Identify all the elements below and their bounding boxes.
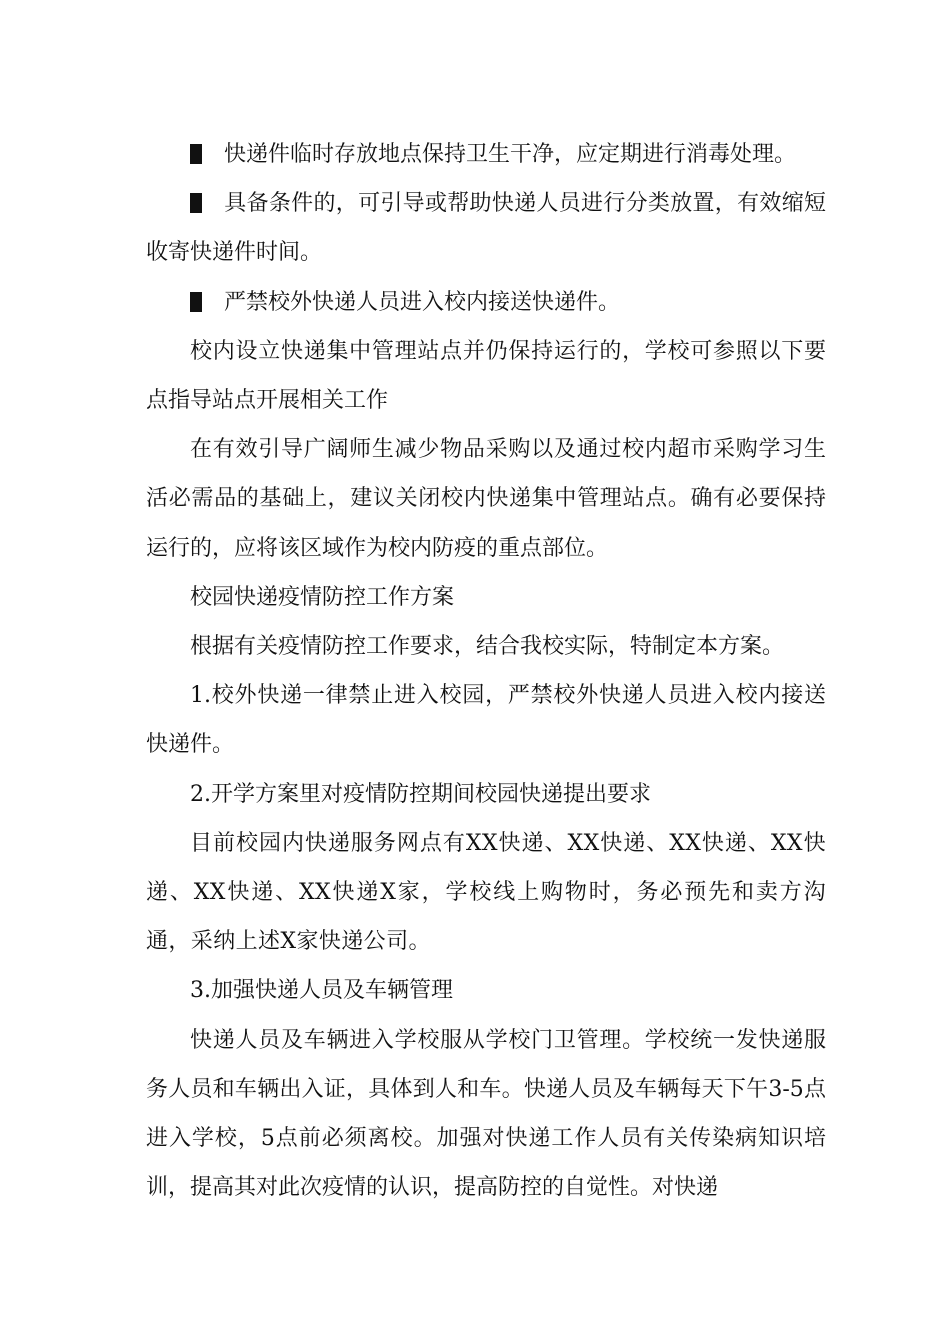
paragraph-item-3: 3.加强快递人员及车辆管理 — [190, 978, 453, 1004]
bullet-paragraph-1 — [146, 130, 826, 179]
paragraph-close-station: 在有效引导广阔师生减少物品采购以及通过校内超市采购学习生活必需品的基础上，建议关闭校内快递集中管理站点。确有必要保持运行的，应将该区域作为校内防疫的重点部位。 — [146, 437, 826, 561]
paragraph-courier-list: 目前校园内快递服务网点有XX快递、XX快递、XX快递、XX快递、XX快递、XX快递X家，学校线上购物时，务必预先和卖方沟通，采纳上述X家快递公司。 — [146, 830, 826, 955]
square-bullet-icon — [190, 144, 202, 164]
paragraph-item-1: 1.校外快递一律禁止进入校园，严禁校外快递人员进入校内接送快递件。 — [146, 683, 826, 758]
paragraph-text: 快递件临时存放地点保持卫生干净，应定期进行消毒处理。 — [224, 142, 797, 167]
document-body — [146, 130, 826, 1212]
paragraph-item-2: 2.开学方案里对疫情防控期间校园快递提出要求 — [190, 781, 651, 807]
square-bullet-icon — [190, 193, 202, 213]
paragraph-plan-intro: 根据有关疫情防控工作要求，结合我校实际，特制定本方案。 — [190, 634, 785, 660]
bullet-paragraph-2 — [146, 179, 826, 277]
bullet-paragraph-3 — [146, 278, 826, 327]
paragraph-station-guidance: 校内设立快递集中管理站点并仍保持运行的，学校可参照以下要点指导站点开展相关工作 — [146, 338, 826, 414]
section-heading-plan: 校园快递疫情防控工作方案 — [190, 584, 455, 610]
paragraph-staff-management: 快递人员及车辆进入学校服从学校门卫管理。学校统一发快递服务人员和车辆出入证，具体到人和车。快递人员及车辆每天下午3-5点进入学校，5点前必须离校。加强对快递工作人员有关传染病知识培训，提高其对此次疫情的认识，提高防控的自觉性。对快递 — [146, 1027, 826, 1201]
square-bullet-icon — [190, 292, 202, 312]
paragraph-text: 具备条件的，可引导或帮助快递人员进行分类放置，有效缩短收寄快递件时间。 — [146, 191, 826, 266]
paragraph-text: 严禁校外快递人员进入校内接送快递件。 — [224, 289, 621, 315]
